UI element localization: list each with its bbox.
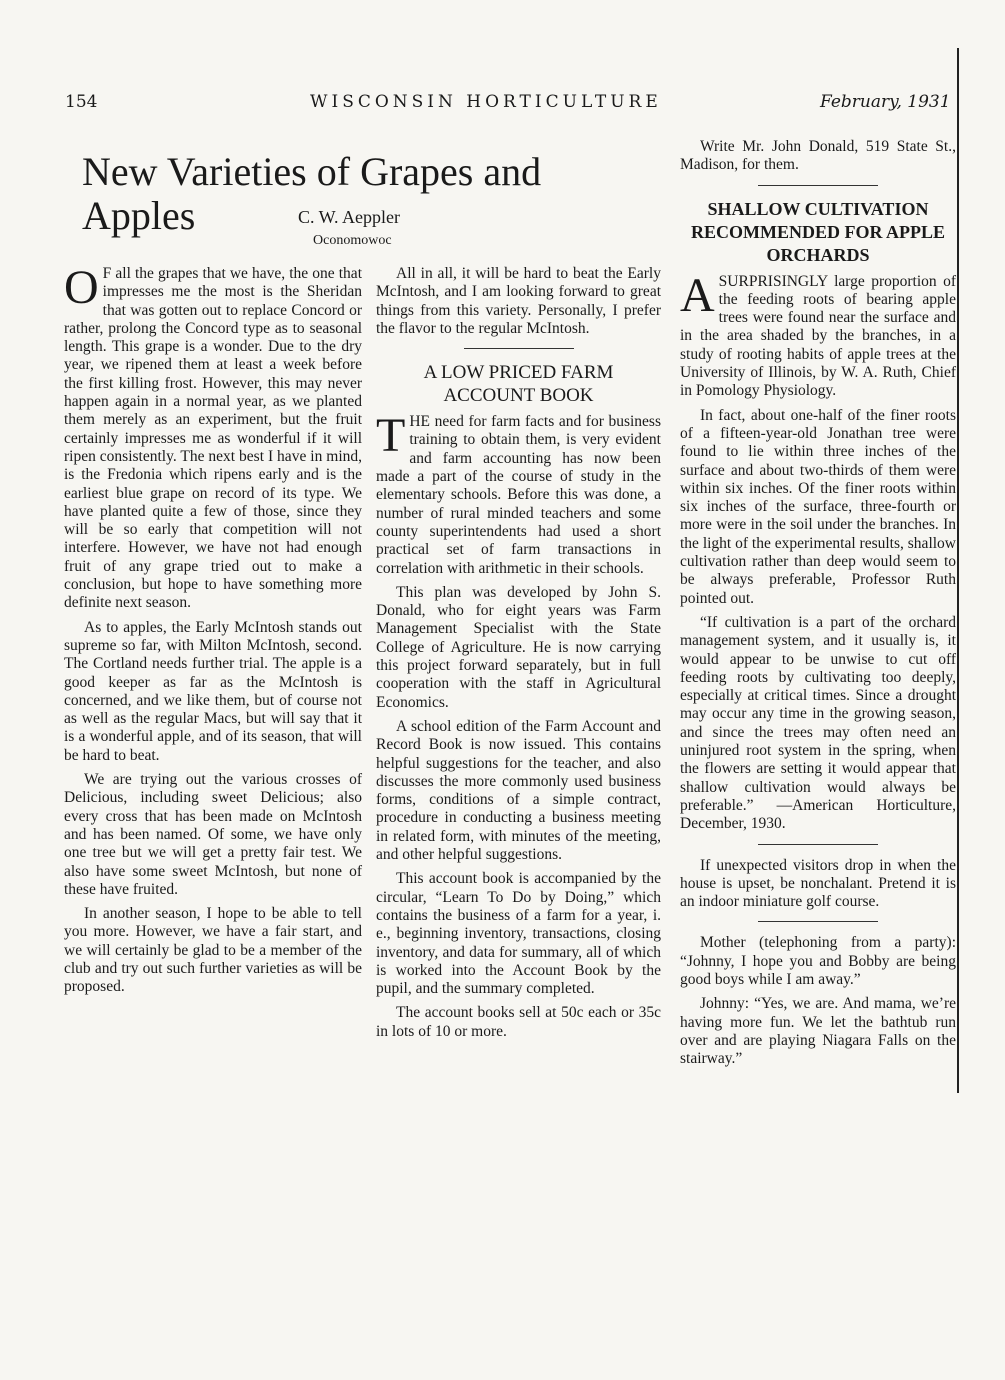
paragraph: The account books sell at 50c each or 35c in lots of 10 or more.: [376, 1004, 661, 1040]
paragraph: In another season, I hope to be able to tell you more. However, we have a fair start, and we will certainly be glad to be a member of the club and try out such further varieties as will be proposed.: [64, 905, 362, 996]
column-2: [376, 265, 661, 1047]
paragraph: Write Mr. John Donald, 519 State St., Madison, for them.: [680, 138, 956, 174]
article-author: C. W. Aeppler: [298, 207, 400, 227]
paragraph: O F all the grapes that we have, the one that impresses me the most is the Sheridan that was gotten out to replace Concord or rather, prolong the Concord type as to seasonal length. This grape is a wonder. Due to the dry year, we ripened them at least a week before the first killing frost. However, this may never happen again in a normal year, as we planted them merely as an experiment, but the fruit certainly impresses me as wonderful if it will ripen consistently. The next best I have in mind, is the Fredonia which ripens early and is the earliest blue grape on record of its type. We have planted quite a few of those, since they will be so early that competition will not interfere. However, we have not had enough fruit of any grape tried out to make a conclusion, but hope to have something more definite next season.: [64, 261, 362, 612]
page-header: [0, 92, 960, 122]
paragraph: THE need for farm facts and for business training to obtain them, is very evident and farm accounting has now been made a part of the course of study in the elementary schools. Before this was done, a number of rural minded teachers and some county superintendents had used a short practical set of farm transactions in correlation with arithmetic in their schools.: [376, 409, 661, 577]
paragraph: This account book is accompanied by the circular, “Learn To Do by Doing,” which contains the business of a farm for a year, i. e., beginning inventory, transactions, closing inventory, and data for summary, all of which is worked into the Account Book by the pupil, and the summary completed.: [376, 870, 661, 998]
page-edge-rule: [957, 48, 959, 1093]
running-title: WISCONSIN HORTICULTURE: [310, 92, 662, 112]
drop-cap: A: [680, 268, 715, 322]
section-divider: [758, 844, 878, 845]
page-number: 154: [65, 92, 98, 112]
article-place: Oconomowoc: [313, 233, 392, 248]
column-1: [64, 261, 362, 1003]
paragraph: This plan was developed by John S. Donald, who for eight years was Farm Management Specialist with the State College of Agriculture. He is now carrying this project forward separately, but in full cooperation with the staff in Agricultural Economics.: [376, 583, 661, 711]
section-divider: [758, 185, 878, 186]
section-title: A LOW PRICED FARM ACCOUNT BOOK: [423, 362, 614, 407]
paragraph: ASURPRISINGLY large proportion of the feeding roots of bearing apple trees were found near the surface and in the area shaded by the branches, in a study of rooting habits of apple trees at the University of Illinois, by W. A. Ruth, Chief in Pomology Physiology.: [680, 268, 956, 400]
article-title: New Varieties of Grapes and Apples: [82, 149, 542, 238]
filler-paragraph: If unexpected visitors drop in when the house is upset, be nonchalant. Pretend it is an indoor miniature golf course.: [680, 856, 956, 911]
paragraph: In fact, about one-half of the finer roots of a fifteen-year-old Jonathan tree were found to lie within three inches of the surface and about two-thirds of them were within six inches. Of the finer roots within six inches of the surface, three-fourth or more were in the soil under the branches. In the light of the experimental results, shallow cultivation rather than deep would seem to be always preferable, Professor Ruth pointed out.: [680, 406, 956, 607]
column-3: [680, 138, 956, 1074]
paragraph: All in all, it will be hard to beat the Early McIntosh, and I am looking forward to great things from this variety. Personally, I prefer the flavor to the regular McIntosh.: [376, 265, 661, 337]
issue-date: February, 1931: [820, 92, 951, 112]
section-divider: [758, 921, 878, 922]
paragraph: “If cultivation is a part of the orchard management system, and it usually is, it would appear to be unwise to cut off feeding roots by cultivating too deeply, especially at critical times. Since a drought may occur any time in the growing season, and since the trees may often need an uninjured root system in the spring, when the flowers are setting it would appear that shallow cultivation would always be preferable.” —American Horticulture, December, 1930.: [680, 613, 956, 833]
section-divider: [464, 348, 574, 349]
paragraph: We are trying out the various crosses of Delicious, including sweet Delicious; also every cross that has been made on McIntosh and has been named. Of some, we have only one tree but we will get a pretty fair test. We also have some sweet McIntosh, but none of these have fruited.: [64, 771, 362, 898]
paragraph: A school edition of the Farm Account and Record Book is now issued. This contains helpful suggestions for the teacher, and also discusses the more commonly used business forms, conditions of a simple contract, procedure in conducting a business meeting in related form, with minutes of the meeting, and other helpful suggestions.: [376, 717, 661, 864]
filler-paragraph: Johnny: “Yes, we are. And mama, we’re having more fun. We let the bathtub run over and are playing Niagara Falls on the stairway.”: [680, 995, 956, 1068]
paragraph: As to apples, the Early McIntosh stands out supreme so far, with Milton McIntosh, second. The Cortland needs further trial. The apple is a good keeper as far as the McIntosh is concerned, and we like them, but of course not as well as the regular Macs, but will say that it is a wonderful apple, and of its season, that will be hard to beat.: [64, 618, 362, 764]
section-title: SHALLOW CULTIVATION RECOMMENDED FOR APPLE ORCHARDS: [691, 198, 945, 265]
drop-cap: T: [376, 409, 406, 463]
drop-cap: O: [64, 261, 99, 314]
filler-paragraph: Mother (telephoning from a party): “Johnny, I hope you and Bobby are being good boys while I am away.”: [680, 934, 956, 988]
